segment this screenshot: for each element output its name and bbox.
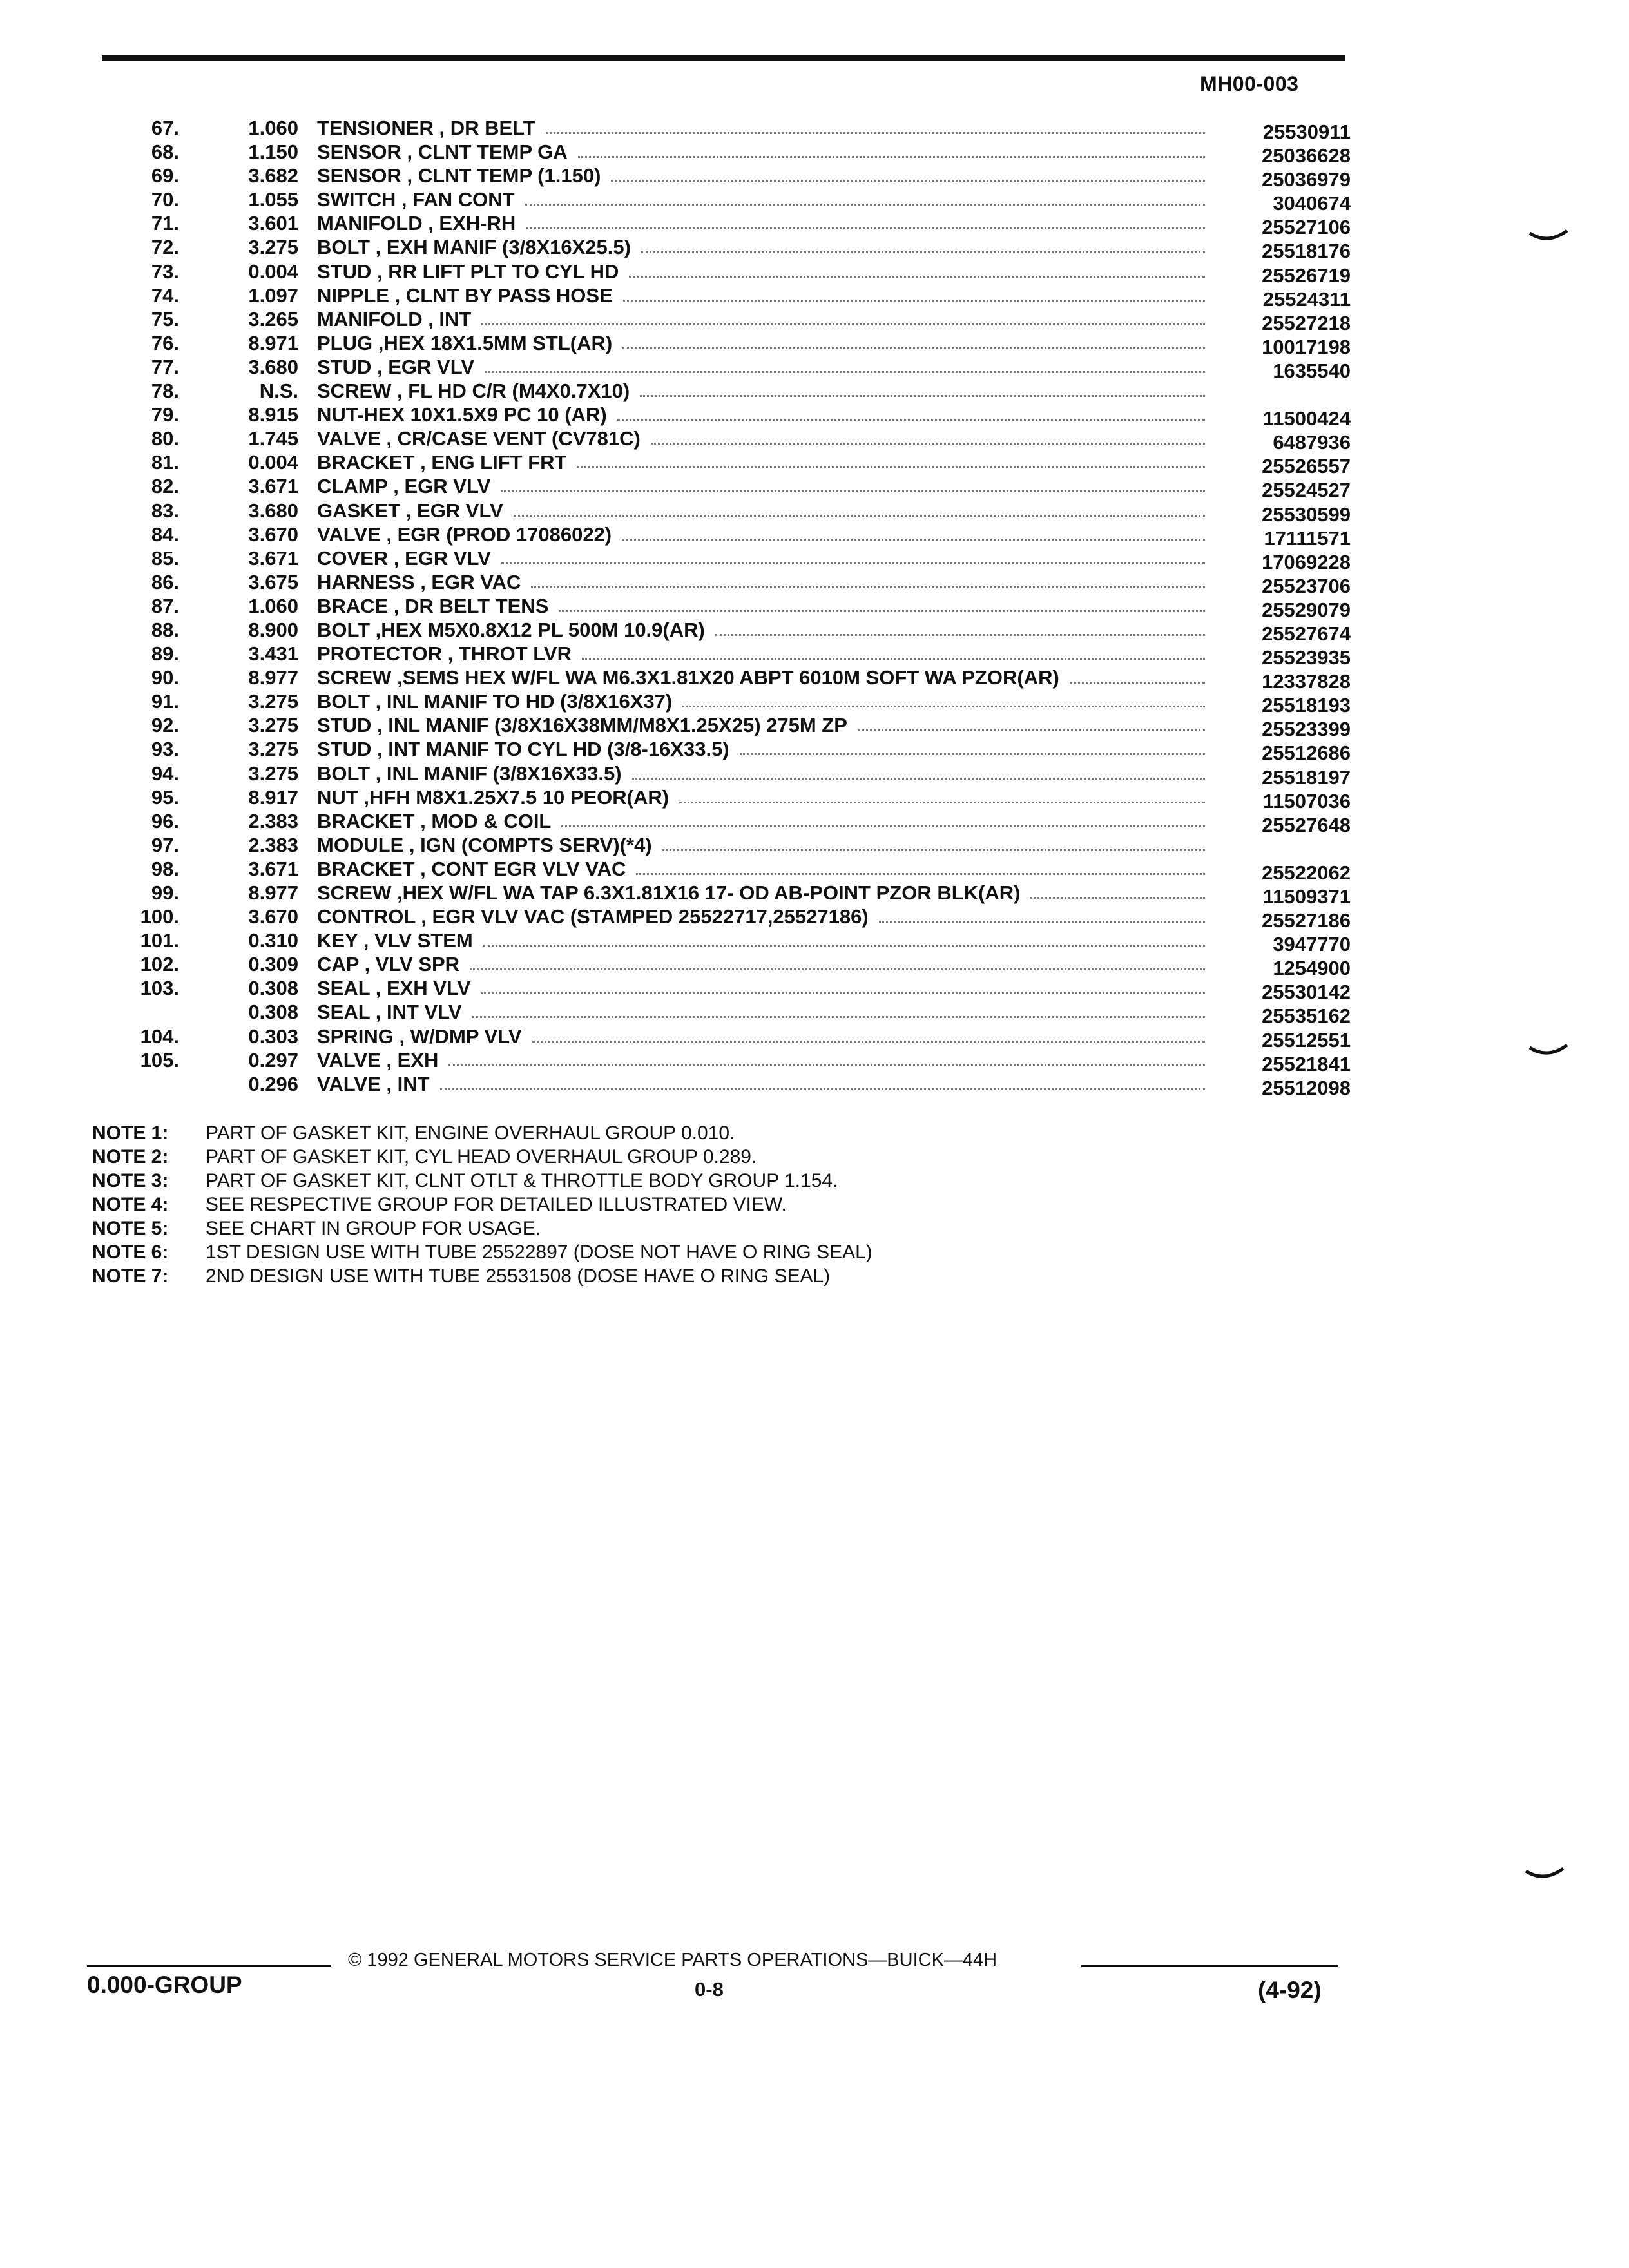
dot-leader bbox=[715, 634, 1205, 636]
part-description: NUT-HEX 10X1.5X9 PC 10 (AR) bbox=[317, 403, 607, 427]
part-ref-number: 103. bbox=[140, 977, 179, 1000]
part-ref-number: 83. bbox=[151, 499, 179, 522]
part-ref-number: 92. bbox=[151, 714, 179, 737]
part-number: 25524311 bbox=[1262, 287, 1351, 311]
part-number: 25535162 bbox=[1262, 1004, 1351, 1028]
part-ref-number: 102. bbox=[140, 953, 179, 976]
part-ref-number: 100. bbox=[140, 905, 179, 928]
part-row bbox=[0, 928, 1629, 956]
part-number: 25530911 bbox=[1262, 120, 1351, 143]
part-ref-number: 68. bbox=[151, 140, 179, 164]
part-description: SENSOR , CLNT TEMP (1.150) bbox=[317, 164, 601, 187]
part-description: MANIFOLD , INT bbox=[317, 307, 472, 331]
dot-leader bbox=[481, 323, 1205, 325]
part-group-number: 0.308 bbox=[248, 977, 298, 1000]
part-ref-number: 75. bbox=[151, 307, 179, 331]
part-number: 25526719 bbox=[1262, 264, 1351, 287]
part-ref-number: 74. bbox=[151, 284, 179, 307]
part-number: 25527218 bbox=[1262, 311, 1351, 334]
dot-leader bbox=[617, 419, 1205, 421]
binding-hole-mark bbox=[1528, 229, 1568, 247]
part-group-number: 3.275 bbox=[248, 738, 298, 761]
part-row bbox=[0, 618, 1629, 645]
part-ref-number: 80. bbox=[151, 427, 179, 450]
part-ref-number: 85. bbox=[151, 546, 179, 570]
part-number: 25524527 bbox=[1262, 479, 1351, 502]
part-description: STUD , INL MANIF (3/8X16X38MM/M8X1.25X25) 275M ZP bbox=[317, 714, 847, 737]
part-row bbox=[0, 427, 1629, 454]
dot-leader bbox=[485, 371, 1205, 373]
dot-leader bbox=[611, 180, 1205, 182]
part-description: GASKET , EGR VLV bbox=[317, 499, 503, 522]
part-group-number: 2.383 bbox=[248, 809, 298, 832]
part-row bbox=[0, 833, 1629, 857]
dot-leader bbox=[526, 227, 1205, 229]
part-group-number: 3.670 bbox=[248, 523, 298, 546]
part-number: 17111571 bbox=[1264, 526, 1351, 550]
part-group-number: 0.004 bbox=[248, 260, 298, 283]
dot-leader bbox=[440, 1088, 1205, 1090]
part-description: SEAL , EXH VLV bbox=[317, 977, 471, 1000]
part-description: SCREW , FL HD C/R (M4X0.7X10) bbox=[317, 380, 630, 403]
part-ref-number: 79. bbox=[151, 403, 179, 427]
dot-leader bbox=[651, 443, 1205, 445]
part-description: BRACKET , ENG LIFT FRT bbox=[317, 451, 567, 474]
dot-leader bbox=[679, 802, 1205, 803]
part-number: 11500424 bbox=[1262, 407, 1351, 430]
note-label: NOTE 3: bbox=[92, 1170, 169, 1191]
note-line bbox=[92, 1169, 872, 1193]
part-number: 10017198 bbox=[1262, 335, 1351, 358]
part-row bbox=[0, 570, 1629, 597]
part-group-number: 3.671 bbox=[248, 475, 298, 498]
part-number: 25527106 bbox=[1262, 216, 1351, 239]
part-description: SPRING , W/DMP VLV bbox=[317, 1024, 522, 1048]
note-line bbox=[92, 1145, 872, 1169]
dot-leader bbox=[483, 945, 1205, 947]
dot-leader bbox=[577, 466, 1205, 468]
dot-leader bbox=[559, 610, 1205, 612]
part-description: TENSIONER , DR BELT bbox=[317, 117, 535, 139]
part-row bbox=[0, 260, 1629, 287]
part-ref-number: 86. bbox=[151, 570, 179, 593]
part-row bbox=[0, 1024, 1629, 1052]
dot-leader bbox=[582, 658, 1205, 660]
part-description: BOLT , EXH MANIF (3/8X16X25.5) bbox=[317, 236, 631, 259]
part-description: VALVE , INT bbox=[317, 1072, 430, 1095]
part-description: KEY , VLV STEM bbox=[317, 929, 473, 952]
part-number: 25526557 bbox=[1262, 455, 1351, 478]
part-group-number: 0.309 bbox=[248, 953, 298, 976]
dot-leader bbox=[448, 1064, 1205, 1066]
part-description: SENSOR , CLNT TEMP GA bbox=[317, 140, 568, 164]
part-description: STUD , INT MANIF TO CYL HD (3/8-16X33.5) bbox=[317, 738, 729, 761]
part-row bbox=[0, 952, 1629, 980]
part-description: COVER , EGR VLV bbox=[317, 546, 491, 570]
part-ref-number: 72. bbox=[151, 236, 179, 259]
part-number: 25036628 bbox=[1262, 144, 1351, 168]
part-ref-number: 87. bbox=[151, 594, 179, 617]
part-ref-number: 96. bbox=[151, 809, 179, 832]
part-row bbox=[0, 499, 1629, 526]
part-row bbox=[0, 1048, 1629, 1075]
part-description: NUT ,HFH M8X1.25X7.5 10 PEOR(AR) bbox=[317, 785, 670, 809]
dot-leader bbox=[858, 729, 1205, 731]
part-row bbox=[0, 713, 1629, 741]
part-group-number: 3.680 bbox=[248, 355, 298, 378]
part-group-number: 0.296 bbox=[248, 1072, 298, 1095]
part-row bbox=[0, 284, 1629, 311]
part-group-number: 0.303 bbox=[248, 1024, 298, 1048]
part-description: BOLT , INL MANIF TO HD (3/8X16X37) bbox=[317, 690, 673, 713]
dot-leader bbox=[879, 921, 1205, 923]
dot-leader bbox=[481, 992, 1205, 994]
part-group-number: 3.670 bbox=[248, 905, 298, 928]
part-row bbox=[0, 450, 1629, 478]
part-row bbox=[0, 1072, 1629, 1099]
dot-leader bbox=[622, 539, 1205, 541]
part-number: 6487936 bbox=[1273, 431, 1351, 454]
part-group-number: 3.671 bbox=[248, 857, 298, 880]
part-number: 25036979 bbox=[1262, 168, 1351, 191]
footer-date: (4-92) bbox=[1258, 1977, 1322, 2003]
part-row bbox=[0, 1000, 1629, 1028]
dot-leader bbox=[632, 778, 1205, 780]
dot-leader bbox=[472, 1016, 1205, 1018]
dot-leader bbox=[622, 347, 1205, 349]
part-group-number: 3.682 bbox=[248, 164, 298, 187]
part-ref-number: 84. bbox=[151, 523, 179, 546]
part-row bbox=[0, 474, 1629, 502]
note-label: NOTE 5: bbox=[92, 1218, 169, 1239]
part-row bbox=[0, 187, 1629, 215]
part-ref-number: 81. bbox=[151, 451, 179, 474]
part-group-number: 3.675 bbox=[248, 570, 298, 593]
part-row bbox=[0, 164, 1629, 191]
dot-leader bbox=[623, 300, 1205, 302]
part-group-number: 1.055 bbox=[248, 188, 298, 211]
part-number: 25512686 bbox=[1262, 742, 1351, 765]
part-row bbox=[0, 857, 1629, 884]
part-row bbox=[0, 307, 1629, 334]
part-row bbox=[0, 140, 1629, 168]
part-ref-number: 78. bbox=[151, 380, 179, 403]
part-number: 25518197 bbox=[1262, 765, 1351, 789]
part-description: BOLT ,HEX M5X0.8X12 PL 500M 10.9(AR) bbox=[317, 618, 705, 641]
part-ref-number: 105. bbox=[140, 1048, 179, 1072]
part-row bbox=[0, 116, 1629, 143]
part-ref-number: 73. bbox=[151, 260, 179, 283]
note-text: 2ND DESIGN USE WITH TUBE 25531508 (DOSE HAVE O RING SEAL) bbox=[206, 1265, 831, 1287]
footer-rule-left bbox=[87, 1965, 331, 1967]
part-ref-number: 95. bbox=[151, 785, 179, 809]
footer-group: 0.000-GROUP bbox=[87, 1972, 242, 1998]
part-group-number: 3.671 bbox=[248, 546, 298, 570]
part-row bbox=[0, 331, 1629, 358]
part-number: 25527648 bbox=[1262, 813, 1351, 836]
part-row bbox=[0, 666, 1629, 693]
part-description: VALVE , CR/CASE VENT (CV781C) bbox=[317, 427, 641, 450]
dot-leader bbox=[501, 490, 1205, 492]
part-description: CAP , VLV SPR bbox=[317, 953, 460, 976]
part-row bbox=[0, 523, 1629, 550]
part-row bbox=[0, 976, 1629, 1004]
note-label: NOTE 1: bbox=[92, 1122, 169, 1144]
part-number: 12337828 bbox=[1262, 670, 1351, 693]
part-number: 25530599 bbox=[1262, 503, 1351, 526]
dot-leader bbox=[561, 825, 1205, 827]
part-row bbox=[0, 762, 1629, 789]
part-number: 25518193 bbox=[1262, 694, 1351, 717]
part-group-number: 8.900 bbox=[248, 618, 298, 641]
part-group-number: 3.275 bbox=[248, 762, 298, 785]
part-group-number: N.S. bbox=[259, 380, 298, 403]
note-label: NOTE 7: bbox=[92, 1265, 169, 1287]
part-group-number: 8.917 bbox=[248, 785, 298, 809]
part-number: 11507036 bbox=[1262, 789, 1351, 812]
footer-rule-right bbox=[1081, 1965, 1338, 1967]
part-ref-number: 104. bbox=[140, 1024, 179, 1048]
dot-leader bbox=[546, 132, 1205, 134]
dot-leader bbox=[641, 251, 1205, 253]
part-number: 25530142 bbox=[1262, 981, 1351, 1004]
part-description: VALVE , EGR (PROD 17086022) bbox=[317, 523, 612, 546]
part-group-number: 1.060 bbox=[248, 594, 298, 617]
part-description: MANIFOLD , EXH-RH bbox=[317, 212, 516, 235]
part-description: MODULE , IGN (COMPTS SERV)(*4) bbox=[317, 833, 652, 856]
part-number: 11509371 bbox=[1262, 885, 1351, 908]
part-description: BRACKET , CONT EGR VLV VAC bbox=[317, 857, 626, 880]
part-row bbox=[0, 235, 1629, 263]
part-ref-number: 77. bbox=[151, 355, 179, 378]
note-text: PART OF GASKET KIT, ENGINE OVERHAUL GROUP 0.010. bbox=[206, 1122, 735, 1144]
dot-leader bbox=[514, 515, 1205, 517]
top-rule bbox=[102, 55, 1345, 61]
notes-list bbox=[92, 1121, 872, 1288]
binding-hole-mark bbox=[1528, 1044, 1568, 1062]
part-group-number: 8.915 bbox=[248, 403, 298, 427]
part-number: 25527186 bbox=[1262, 909, 1351, 932]
note-line bbox=[92, 1121, 872, 1145]
part-group-number: 0.310 bbox=[248, 929, 298, 952]
part-number: 25527674 bbox=[1262, 622, 1351, 645]
part-ref-number: 98. bbox=[151, 857, 179, 880]
part-ref-number: 82. bbox=[151, 475, 179, 498]
part-number: 25521841 bbox=[1262, 1052, 1351, 1075]
note-text: 1ST DESIGN USE WITH TUBE 25522897 (DOSE NOT HAVE O RING SEAL) bbox=[206, 1242, 872, 1263]
dot-leader bbox=[682, 706, 1205, 707]
part-description: STUD , EGR VLV bbox=[317, 355, 475, 378]
binding-hole-mark bbox=[1525, 1867, 1565, 1885]
part-group-number: 3.265 bbox=[248, 307, 298, 331]
part-group-number: 1.060 bbox=[248, 117, 298, 139]
part-description: PLUG ,HEX 18X1.5MM STL(AR) bbox=[317, 331, 613, 354]
part-group-number: 0.297 bbox=[248, 1048, 298, 1072]
part-row bbox=[0, 642, 1629, 669]
footer-copyright: © 1992 GENERAL MOTORS SERVICE PARTS OPERATIONS—BUICK—44H bbox=[348, 1950, 998, 1970]
dot-leader bbox=[1030, 897, 1205, 899]
part-number: 3040674 bbox=[1273, 192, 1351, 215]
dot-leader bbox=[525, 204, 1205, 206]
part-group-number: 3.431 bbox=[248, 642, 298, 666]
part-group-number: 1.745 bbox=[248, 427, 298, 450]
part-number: 17069228 bbox=[1262, 550, 1351, 573]
part-description: SEAL , INT VLV bbox=[317, 1001, 462, 1024]
part-group-number: 0.004 bbox=[248, 451, 298, 474]
part-ref-number: 88. bbox=[151, 618, 179, 641]
part-number: 25512551 bbox=[1262, 1028, 1351, 1052]
part-ref-number: 89. bbox=[151, 642, 179, 666]
part-group-number: 3.680 bbox=[248, 499, 298, 522]
part-ref-number: 71. bbox=[151, 212, 179, 235]
note-line bbox=[92, 1240, 872, 1264]
part-group-number: 3.275 bbox=[248, 714, 298, 737]
part-ref-number: 101. bbox=[140, 929, 179, 952]
note-line bbox=[92, 1193, 872, 1216]
part-number: 25518176 bbox=[1262, 240, 1351, 263]
part-row bbox=[0, 689, 1629, 717]
note-line bbox=[92, 1216, 872, 1240]
part-description: SCREW ,HEX W/FL WA TAP 6.3X1.81X16 17- OD AB-POINT PZOR BLK(AR) bbox=[317, 881, 1021, 904]
part-row bbox=[0, 403, 1629, 430]
part-description: PROTECTOR , THROT LVR bbox=[317, 642, 572, 666]
part-description: BRACKET , MOD & COIL bbox=[317, 809, 552, 832]
part-row bbox=[0, 594, 1629, 621]
part-description: CLAMP , EGR VLV bbox=[317, 475, 491, 498]
part-group-number: 2.383 bbox=[248, 833, 298, 856]
part-row bbox=[0, 737, 1629, 765]
part-ref-number: 91. bbox=[151, 690, 179, 713]
dot-leader bbox=[501, 562, 1205, 564]
part-ref-number: 76. bbox=[151, 331, 179, 354]
dot-leader bbox=[532, 1041, 1205, 1043]
part-ref-number: 69. bbox=[151, 164, 179, 187]
part-ref-number: 70. bbox=[151, 188, 179, 211]
note-label: NOTE 6: bbox=[92, 1242, 169, 1263]
part-group-number: 1.150 bbox=[248, 140, 298, 164]
part-group-number: 3.275 bbox=[248, 690, 298, 713]
part-group-number: 8.977 bbox=[248, 666, 298, 689]
part-description: VALVE , EXH bbox=[317, 1048, 439, 1072]
part-row bbox=[0, 785, 1629, 812]
part-description: STUD , RR LIFT PLT TO CYL HD bbox=[317, 260, 619, 283]
part-description: SCREW ,SEMS HEX W/FL WA M6.3X1.81X20 ABPT 6010M SOFT WA PZOR(AR) bbox=[317, 666, 1059, 689]
part-number: 25522062 bbox=[1262, 861, 1351, 884]
dot-leader bbox=[629, 276, 1205, 278]
part-ref-number: 93. bbox=[151, 738, 179, 761]
dot-leader bbox=[578, 156, 1205, 158]
note-label: NOTE 2: bbox=[92, 1146, 169, 1168]
note-label: NOTE 4: bbox=[92, 1194, 169, 1215]
note-text: PART OF GASKET KIT, CYL HEAD OVERHAUL GROUP 0.289. bbox=[206, 1146, 757, 1168]
part-ref-number: 99. bbox=[151, 881, 179, 904]
note-line bbox=[92, 1264, 872, 1288]
part-number: 25512098 bbox=[1262, 1076, 1351, 1099]
part-row bbox=[0, 881, 1629, 908]
part-row bbox=[0, 355, 1629, 382]
part-group-number: 8.971 bbox=[248, 331, 298, 354]
part-ref-number: 67. bbox=[151, 117, 179, 139]
parts-list bbox=[0, 116, 1629, 1099]
footer-page-number: 0-8 bbox=[695, 1978, 724, 2001]
part-group-number: 3.601 bbox=[248, 212, 298, 235]
part-group-number: 8.977 bbox=[248, 881, 298, 904]
dot-leader bbox=[636, 873, 1205, 875]
part-number: 3947770 bbox=[1273, 933, 1351, 956]
part-number: 1635540 bbox=[1273, 359, 1351, 382]
part-group-number: 3.275 bbox=[248, 236, 298, 259]
part-row bbox=[0, 211, 1629, 239]
part-group-number: 0.308 bbox=[248, 1001, 298, 1024]
part-description: CONTROL , EGR VLV VAC (STAMPED 25522717,25527186) bbox=[317, 905, 869, 928]
dot-leader bbox=[640, 395, 1205, 397]
part-description: NIPPLE , CLNT BY PASS HOSE bbox=[317, 284, 613, 307]
part-row bbox=[0, 379, 1629, 403]
part-description: BRACE , DR BELT TENS bbox=[317, 594, 549, 617]
part-description: SWITCH , FAN CONT bbox=[317, 188, 515, 211]
part-description: BOLT , INL MANIF (3/8X16X33.5) bbox=[317, 762, 622, 785]
dot-leader bbox=[740, 753, 1205, 755]
part-ref-number: 94. bbox=[151, 762, 179, 785]
note-text: SEE RESPECTIVE GROUP FOR DETAILED ILLUSTRATED VIEW. bbox=[206, 1194, 787, 1215]
part-number: 25529079 bbox=[1262, 598, 1351, 621]
part-number: 25523935 bbox=[1262, 646, 1351, 669]
part-number: 25523399 bbox=[1262, 718, 1351, 741]
part-row bbox=[0, 809, 1629, 836]
part-description: HARNESS , EGR VAC bbox=[317, 570, 521, 593]
part-ref-number: 90. bbox=[151, 666, 179, 689]
dot-leader bbox=[662, 849, 1205, 851]
part-number: 25523706 bbox=[1262, 574, 1351, 597]
document-id: MH00-003 bbox=[1200, 72, 1299, 95]
part-group-number: 1.097 bbox=[248, 284, 298, 307]
dot-leader bbox=[531, 586, 1205, 588]
part-number: 1254900 bbox=[1273, 957, 1351, 980]
dot-leader bbox=[470, 968, 1205, 970]
part-row bbox=[0, 546, 1629, 573]
part-row bbox=[0, 905, 1629, 932]
note-text: PART OF GASKET KIT, CLNT OTLT & THROTTLE BODY GROUP 1.154. bbox=[206, 1170, 838, 1191]
part-ref-number: 97. bbox=[151, 833, 179, 856]
note-text: SEE CHART IN GROUP FOR USAGE. bbox=[206, 1218, 541, 1239]
dot-leader bbox=[1070, 682, 1205, 684]
